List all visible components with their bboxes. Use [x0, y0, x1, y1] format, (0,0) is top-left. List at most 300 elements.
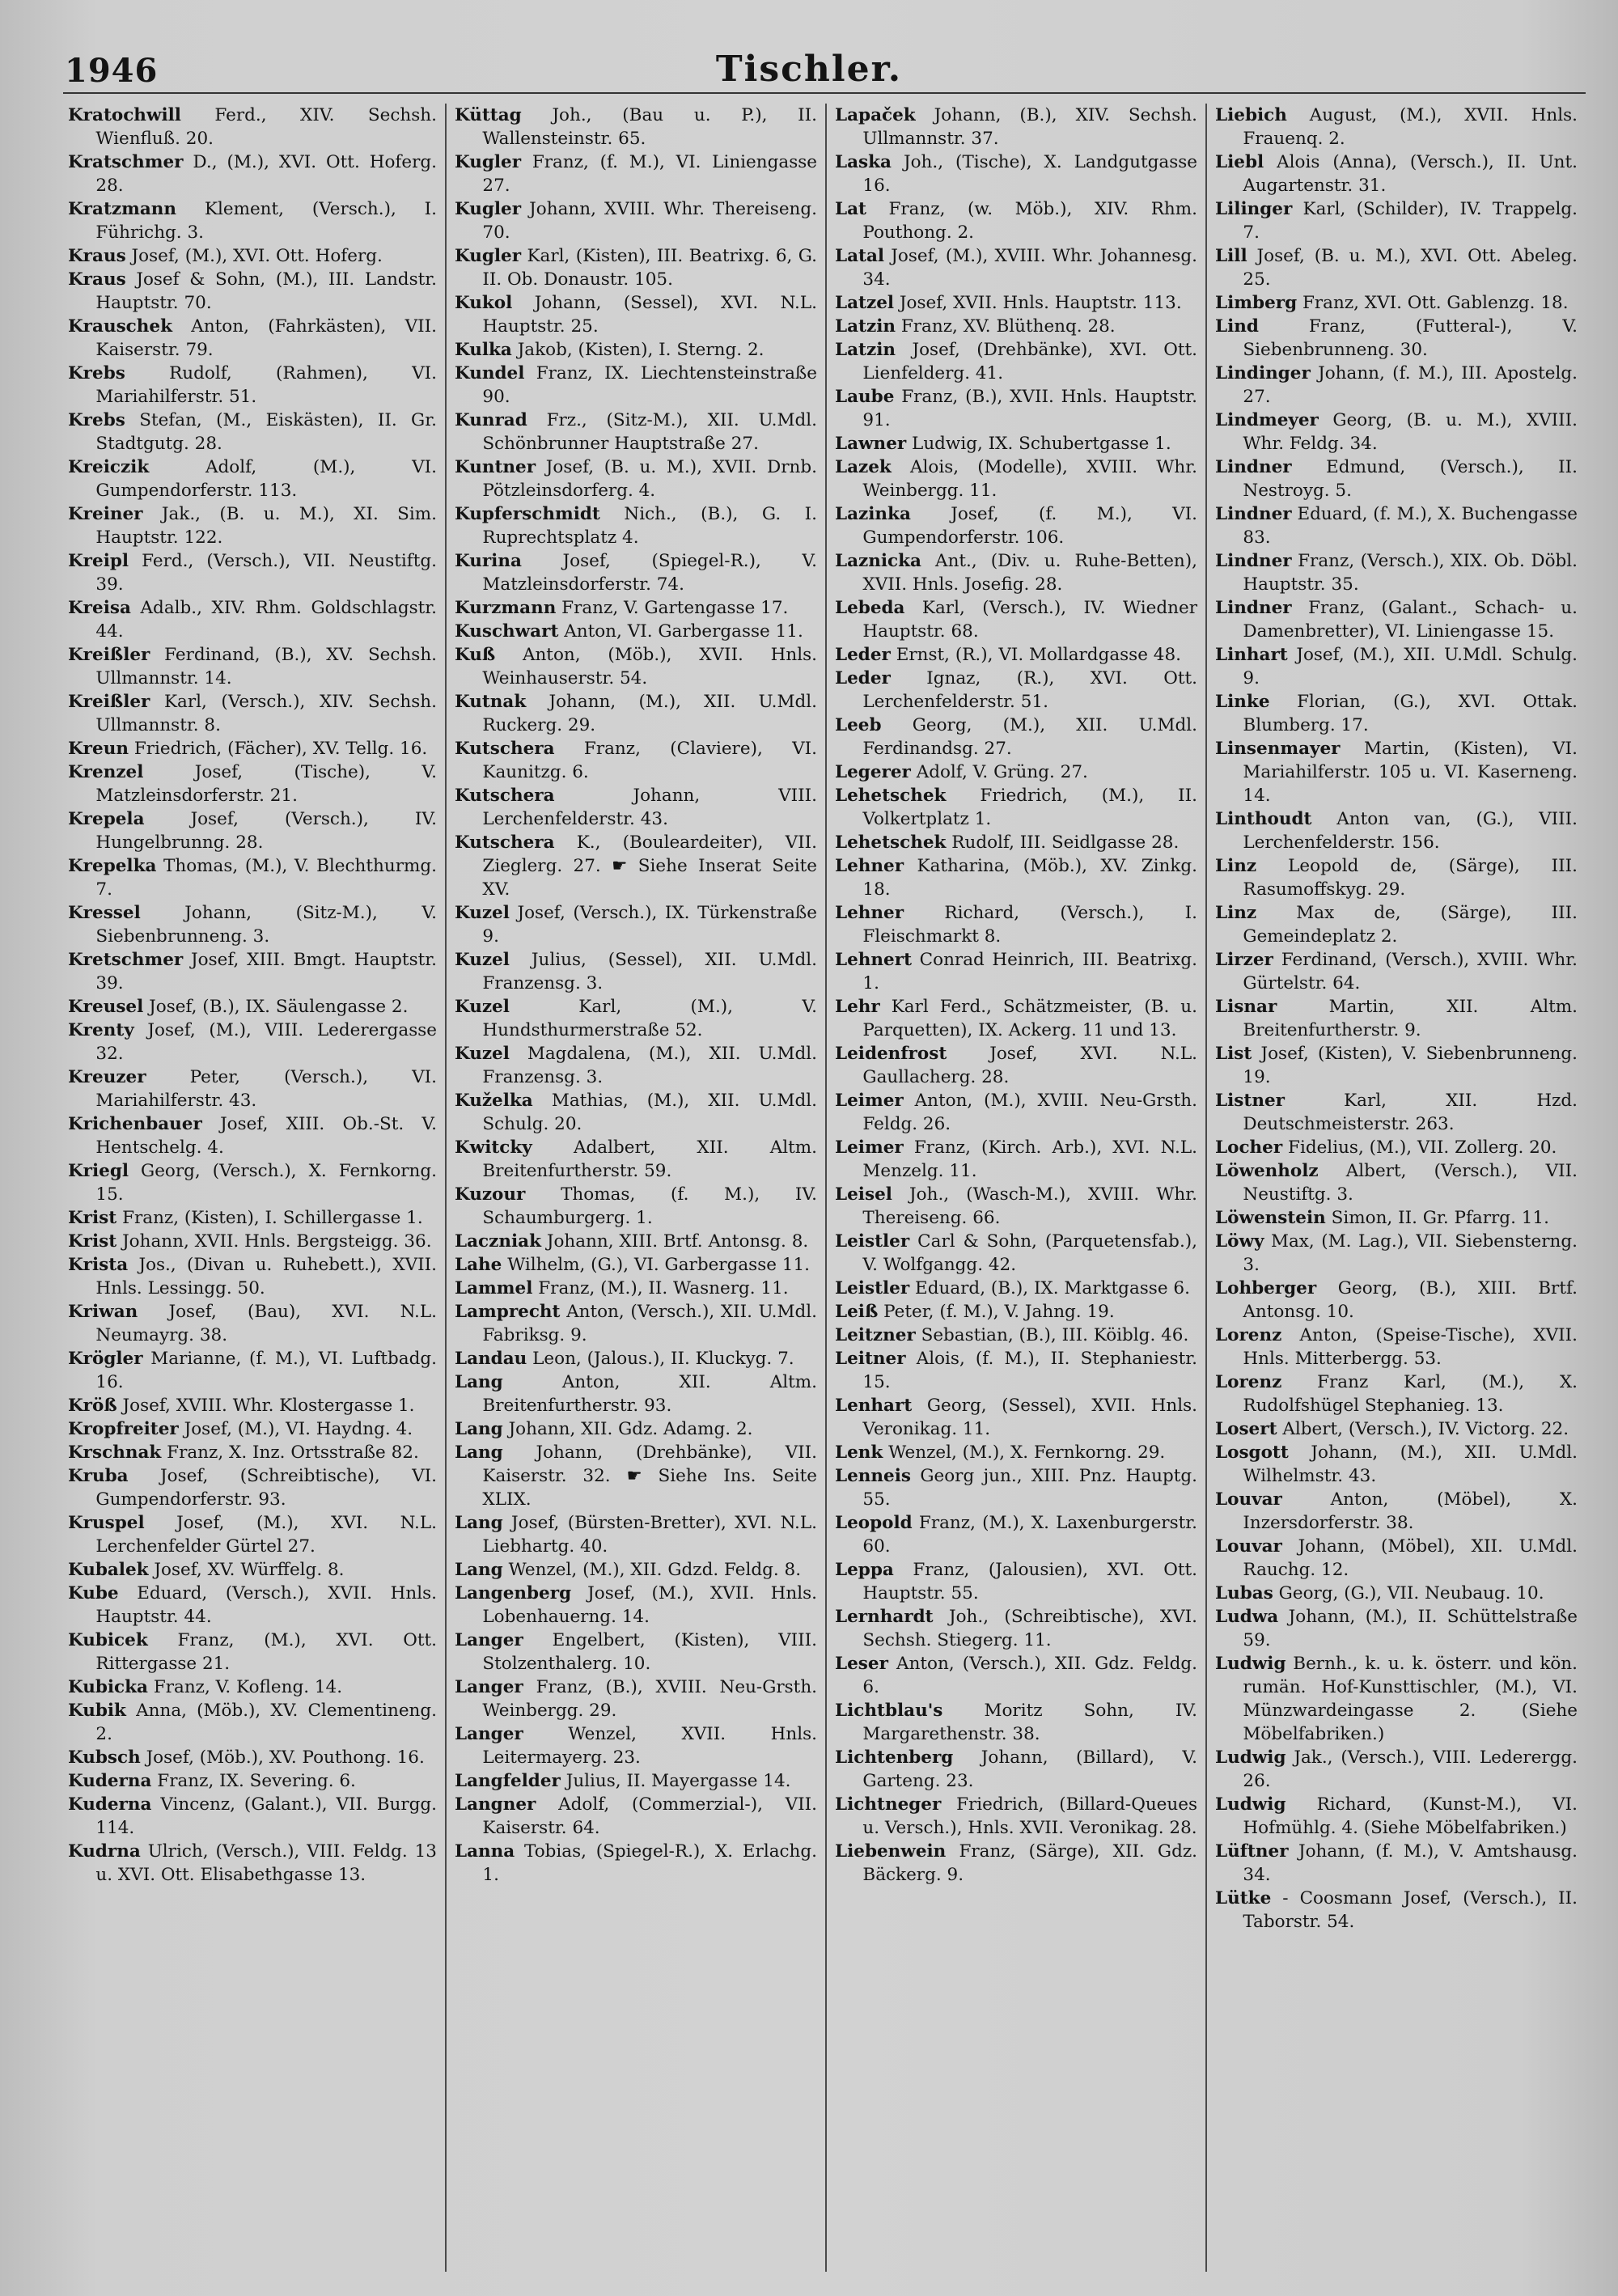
entry-name: Louvar [1215, 1536, 1282, 1557]
column-3 [825, 104, 1205, 2272]
entry-name: Lindner [1215, 551, 1292, 571]
entry-name: Kreipl [68, 551, 129, 571]
entry-name: Krauschek [68, 316, 172, 337]
entry-name: Kube [68, 1583, 119, 1603]
entry-details: Jak., (Versch.), VIII. Lederergg. 26. [1243, 1747, 1578, 1791]
column-1 [65, 104, 445, 2272]
entry-name: Löwy [1215, 1231, 1264, 1252]
entry-name: Lazek [835, 457, 892, 477]
directory-entry [68, 1347, 437, 1394]
entry-name: Lang [455, 1419, 503, 1439]
entry-name: Lenk [835, 1442, 883, 1463]
directory-entry [1215, 596, 1578, 643]
entry-details: Rudolf, (Rahmen), VI. Mariahilferstr. 51. [95, 363, 437, 407]
directory-entry [1215, 807, 1578, 854]
entry-name: Kreißler [68, 645, 150, 665]
directory-entry [835, 1394, 1197, 1441]
entry-details: Fidelius, (M.), VII. Zollerg. 20. [1288, 1137, 1557, 1158]
directory-entry [1215, 948, 1578, 995]
entry-details: Josef, (B.), IX. Säulengasse 2. [149, 997, 409, 1017]
entry-name: List [1215, 1044, 1252, 1064]
entry-name: Kwitcky [455, 1137, 532, 1158]
entry-details: Frz., (Sitz-M.), XII. U.Mdl. Schönbrunner Hauptstraße 27. [482, 410, 817, 454]
directory-entry [68, 1840, 437, 1887]
directory-entry [455, 1441, 817, 1511]
entry-name: Langfelder [455, 1771, 561, 1791]
entry-details: Alois (Anna), (Versch.), II. Unt. Augartenstr. 31. [1243, 152, 1578, 196]
directory-entry [835, 1699, 1197, 1746]
directory-entry [1215, 1159, 1578, 1206]
entry-details: Adalb., XIV. Rhm. Goldschlagstr. 44. [95, 598, 437, 642]
entry-name: Legerer [835, 762, 911, 782]
columns-container [65, 104, 1586, 2272]
directory-entry [455, 1558, 817, 1582]
entry-name: Limberg [1215, 293, 1298, 313]
entry-details: Moritz Sohn, IV. Margarethenstr. 38. [862, 1701, 1197, 1744]
directory-entry [1215, 104, 1578, 150]
entry-details: Josef, XIII. Bmgt. Hauptstr. 39. [95, 950, 437, 993]
entry-details: Josef, XVII. Hnls. Hauptstr. 113. [899, 293, 1182, 313]
entry-name: Liebenwein [835, 1841, 947, 1862]
directory-entry [68, 1300, 437, 1347]
entry-name: Leisel [835, 1184, 892, 1205]
directory-entry [835, 1324, 1197, 1347]
entry-name: Langer [455, 1630, 523, 1650]
entry-details: Georg, (B. u. M.), XVIII. Whr. Feldg. 34. [1243, 410, 1578, 454]
entry-name: Kuzel [455, 950, 510, 970]
entry-details: Mathias, (M.), XII. U.Mdl. Schulg. 20. [482, 1091, 818, 1134]
entry-details: Alois, (f. M.), II. Stephaniestr. 15. [862, 1349, 1197, 1392]
entry-details: Peter, (Versch.), VI. Mariahilferstr. 43. [95, 1067, 438, 1111]
entry-name: Kunrad [455, 410, 527, 430]
entry-details: Anton, (M.), XVIII. Neu-Grsth. Feldg. 26. [862, 1091, 1197, 1134]
page-number: 1946 [65, 52, 159, 90]
entry-name: Lang [455, 1560, 503, 1580]
entry-name: Liebl [1215, 152, 1264, 172]
entry-name: Kuschwart [455, 621, 559, 642]
entry-details: Franz, (Futteral-), V. Siebenbrunneng. 30. [1243, 316, 1578, 360]
directory-entry [68, 362, 437, 409]
entry-name: Ludwig [1215, 1794, 1286, 1815]
directory-entry [835, 197, 1197, 244]
entry-name: Langer [455, 1724, 523, 1744]
entry-details: K., (Bouleardeiter), VII. Zieglerg. 27. ☛ Siehe Inserat Seite XV. [482, 832, 817, 900]
entry-details: Thomas, (f. M.), IV. Schaumburgerg. 1. [482, 1184, 817, 1228]
directory-entry [455, 409, 817, 455]
entry-details: Ferd., (Versch.), VII. Neustiftg. 39. [95, 551, 437, 595]
entry-details: Franz Karl, (M.), X. Rudolfshügel Stephanieg. 13. [1243, 1372, 1578, 1416]
entry-name: Kulka [455, 340, 512, 360]
entry-details: Ludwig, IX. Schubertgasse 1. [912, 434, 1171, 454]
directory-entry [1215, 455, 1578, 502]
entry-details: Rudolf, III. Seidlgasse 28. [951, 832, 1180, 853]
entry-name: Lanna [455, 1841, 515, 1862]
entry-name: Linthoudt [1215, 809, 1312, 829]
entry-name: Lohberger [1215, 1278, 1317, 1298]
directory-entry [455, 1417, 817, 1441]
directory-entry [835, 1277, 1197, 1300]
entry-details: Simon, II. Gr. Pfarrg. 11. [1331, 1208, 1549, 1228]
entry-name: Kuderna [68, 1794, 152, 1815]
directory-entry [835, 854, 1197, 901]
entry-details: Joh., (Bau u. P.), II. Wallensteinstr. 65. [482, 105, 817, 149]
entry-details: Franz, (Versch.), XIX. Ob. Döbl. Hauptstr. 35. [1243, 551, 1578, 595]
directory-entry [68, 197, 437, 244]
entry-name: Kraus [68, 246, 126, 266]
entry-name: Linz [1215, 903, 1257, 923]
entry-details: Martin, XII. Altm. Breitenfurtherstr. 9. [1243, 997, 1578, 1040]
entry-name: Kretschmer [68, 950, 184, 970]
entry-name: Langer [455, 1677, 523, 1697]
directory-entry [68, 948, 437, 995]
directory-entry [1215, 409, 1578, 455]
directory-entry [835, 432, 1197, 455]
directory-entry [68, 244, 437, 268]
entry-details: Josef, (Kisten), V. Siebenbrunneng. 19. [1243, 1044, 1578, 1087]
directory-entry [1215, 1840, 1578, 1887]
directory-entry [68, 1441, 437, 1464]
entry-details: Franz, X. Inz. Ortsstraße 82. [167, 1442, 419, 1463]
directory-entry [835, 502, 1197, 549]
directory-entry [835, 1793, 1197, 1840]
directory-entry [455, 831, 817, 901]
entry-details: Ulrich, (Versch.), VIII. Feldg. 13 u. XVI. Ott. Elisabethgasse 13. [95, 1841, 437, 1885]
entry-name: Lernhardt [835, 1607, 934, 1627]
directory-entry [1215, 1793, 1578, 1840]
directory-entry [835, 1441, 1197, 1464]
directory-entry [455, 549, 817, 596]
entry-details: Eduard, (B.), IX. Marktgasse 6. [915, 1278, 1190, 1298]
entry-details: Josef, (Tische), V. Matzleinsdorferstr. 21. [95, 762, 437, 806]
entry-details: Josef, (f. M.), VI. Gumpendorferstr. 106. [862, 504, 1197, 548]
entry-details: Anton van, (G.), VIII. Lerchenfelderstr. 156. [1243, 809, 1578, 853]
directory-entry [455, 244, 817, 291]
entry-details: Franz, (B.), XVIII. Neu-Grsth. Weinbergg. 29. [482, 1677, 817, 1721]
entry-name: Löwenstein [1215, 1208, 1326, 1228]
entry-details: Martin, (Kisten), VI. Mariahilferstr. 105 u. VI. Kaserneng. 14. [1243, 739, 1578, 806]
directory-entry [68, 1019, 437, 1065]
entry-name: Latzel [835, 293, 895, 313]
directory-entry [1215, 197, 1578, 244]
directory-entry [1215, 502, 1578, 549]
entry-details: Franz, (Galant., Schach- u. Damenbretter), VI. Liniengasse 15. [1243, 598, 1578, 642]
directory-entry [1215, 244, 1578, 291]
directory-entry [835, 1511, 1197, 1558]
entry-details: Johann, VIII. Lerchenfelderstr. 43. [482, 786, 817, 829]
entry-name: Kröß [68, 1396, 117, 1416]
entry-name: Lehetschek [835, 786, 947, 806]
directory-entry [1215, 1535, 1578, 1582]
entry-name: Lahe [455, 1255, 502, 1275]
column-2 [445, 104, 825, 2272]
directory-entry [68, 1464, 437, 1511]
entry-name: Kubik [68, 1701, 126, 1721]
directory-entry [68, 1511, 437, 1558]
directory-entry [455, 1769, 817, 1793]
entry-name: Lehetschek [835, 832, 947, 853]
entry-name: Krschnak [68, 1442, 162, 1463]
entry-name: Lamprecht [455, 1302, 561, 1322]
entry-details: Richard, (Kunst-M.), VI. Hofmühlg. 4. (Siehe Möbelfabriken.) [1243, 1794, 1578, 1838]
entry-details: Stefan, (M., Eiskästen), II. Gr. Stadtgutg. 28. [95, 410, 437, 454]
entry-name: Leistler [835, 1278, 910, 1298]
directory-entry [455, 643, 817, 690]
entry-details: Karl, (M.), V. Hundsthurmerstraße 52. [482, 997, 817, 1040]
entry-details: Ferdinand, (B.), XV. Sechsh. Ullmannstr. 14. [95, 645, 437, 688]
directory-entry [68, 1417, 437, 1441]
entry-details: Jakob, (Kisten), I. Sterng. 2. [517, 340, 765, 360]
directory-entry [68, 1746, 437, 1769]
entry-name: Lazinka [835, 504, 911, 524]
entry-details: Klement, (Versch.), I. Führichg. 3. [95, 199, 437, 243]
directory-entry [835, 831, 1197, 854]
entry-name: Lat [835, 199, 866, 219]
directory-entry [1215, 1230, 1578, 1277]
entry-name: Leidenfrost [835, 1044, 947, 1064]
entry-name: Krist [68, 1231, 117, 1252]
directory-entry [455, 104, 817, 150]
directory-entry [1215, 1042, 1578, 1089]
entry-name: Kuzel [455, 1044, 510, 1064]
directory-entry [455, 1840, 817, 1887]
entry-name: Kruba [68, 1466, 129, 1486]
directory-entry [1215, 854, 1578, 901]
entry-details: Georg, (M.), XII. U.Mdl. Ferdinandsg. 27. [862, 715, 1197, 759]
entry-details: Richard, (Versch.), I. Fleischmarkt 8. [862, 903, 1197, 947]
entry-details: Josef & Sohn, (M.), III. Landstr. Hauptstr. 70. [95, 269, 437, 313]
entry-name: Kratochwill [68, 105, 181, 125]
entry-name: Lichtneger [835, 1794, 942, 1815]
entry-name: Krichenbauer [68, 1114, 202, 1134]
directory-entry [68, 1629, 437, 1675]
entry-name: Leder [835, 645, 891, 665]
entry-name: Kropfreiter [68, 1419, 179, 1439]
directory-entry [1215, 1136, 1578, 1159]
column-4 [1205, 104, 1586, 2272]
directory-entry [68, 1394, 437, 1417]
directory-entry [455, 455, 817, 502]
entry-details: Florian, (G.), XVI. Ottak. Blumberg. 17. [1243, 692, 1578, 735]
entry-details: Adolf, (M.), VI. Gumpendorferstr. 113. [95, 457, 437, 501]
directory-entry [835, 385, 1197, 432]
entry-details: Johann, (B.), XIV. Sechsh. Ullmannstr. 37. [862, 105, 1197, 149]
entry-name: Krist [68, 1208, 117, 1228]
entry-name: Lichtblau's [835, 1701, 943, 1721]
entry-details: Johann, (Billard), V. Garteng. 23. [862, 1747, 1197, 1791]
directory-entry [68, 690, 437, 737]
directory-entry [835, 784, 1197, 831]
directory-entry [455, 596, 817, 620]
entry-name: Leiß [835, 1302, 879, 1322]
directory-entry [1215, 1417, 1578, 1441]
directory-entry [68, 1112, 437, 1159]
entry-details: Josef, (Schreibtische), VI. Gumpendorferstr. 93. [95, 1466, 437, 1510]
directory-entry [455, 995, 817, 1042]
entry-name: Leitzner [835, 1325, 916, 1345]
directory-entry [68, 268, 437, 315]
directory-entry [835, 667, 1197, 714]
header-rule [63, 92, 1586, 94]
entry-details: Friedrich, (Fächer), XV. Tellg. 16. [133, 739, 428, 759]
entry-name: Lütke [1215, 1888, 1272, 1908]
entry-name: Kratschmer [68, 152, 184, 172]
directory-entry [68, 455, 437, 502]
entry-name: Lorenz [1215, 1372, 1282, 1392]
entry-name: Kreun [68, 739, 129, 759]
entry-details: Josef, (Bürsten-Bretter), XVI. N.L. Liebhartg. 40. [482, 1513, 818, 1557]
entry-name: Locher [1215, 1137, 1283, 1158]
entry-details: Anton, (Speise-Tische), XVII. Hnls. Mitterbergg. 53. [1243, 1325, 1578, 1369]
entry-details: D., (M.), XVI. Ott. Hoferg. 28. [95, 152, 437, 196]
entry-details: Johann, XIII. Brtf. Antonsg. 8. [546, 1231, 809, 1252]
directory-entry [455, 620, 817, 643]
entry-details: Ignaz, (R.), XVI. Ott. Lerchenfelderstr. 51. [862, 668, 1197, 712]
entry-details: Franz, V. Kofleng. 14. [153, 1677, 343, 1697]
entry-details: Jos., (Divan u. Ruhebett.), XVII. Hnls. Lessingg. 50. [95, 1255, 437, 1298]
entry-details: Leon, (Jalous.), II. Kluckyg. 7. [532, 1349, 794, 1369]
entry-details: Franz, (M.), II. Wasnerg. 11. [538, 1278, 789, 1298]
entry-name: Krepelka [68, 856, 157, 876]
entry-name: Kratzmann [68, 199, 177, 219]
entry-name: Lisnar [1215, 997, 1277, 1017]
directory-entry [68, 1230, 437, 1253]
directory-entry [835, 1558, 1197, 1605]
entry-details: Josef, (B. u. M.), XVII. Drnb. Pötzleinsdorferg. 4. [482, 457, 817, 501]
entry-name: Lubas [1215, 1583, 1273, 1603]
directory-entry [455, 1277, 817, 1300]
directory-entry [1215, 1277, 1578, 1324]
entry-details: Georg jun., XIII. Pnz. Hauptg. 55. [862, 1466, 1197, 1510]
entry-name: Lilinger [1215, 199, 1293, 219]
entry-details: Julius, (Sessel), XII. U.Mdl. Franzensg. 3. [482, 950, 817, 993]
entry-name: Kugler [455, 152, 522, 172]
directory-entry [455, 1253, 817, 1277]
entry-details: Wenzel, (M.), X. Fernkorng. 29. [888, 1442, 1166, 1463]
entry-details: Karl, (Versch.), XIV. Sechsh. Ullmannstr. 8. [95, 692, 437, 735]
directory-entry [1215, 901, 1578, 948]
entry-details: Georg, (G.), VII. Neubaug. 10. [1278, 1583, 1544, 1603]
entry-details: Johann, (Möbel), XII. U.Mdl. Rauchg. 12. [1243, 1536, 1578, 1580]
directory-entry [835, 760, 1197, 784]
entry-name: Langenberg [455, 1583, 572, 1603]
entry-name: Kreisa [68, 598, 131, 618]
directory-entry [1215, 291, 1578, 315]
entry-details: - Coosmann Josef, (Versch.), II. Taborstr. 54. [1243, 1888, 1578, 1932]
entry-details: Franz, (M.), XVI. Ott. Rittergasse 21. [95, 1630, 437, 1674]
entry-name: Kutnak [455, 692, 527, 712]
entry-details: Franz, (M.), X. Laxenburgerstr. 60. [862, 1513, 1197, 1557]
entry-name: Leimer [835, 1091, 904, 1111]
directory-entry [1215, 1324, 1578, 1370]
entry-name: Lichtenberg [835, 1747, 954, 1768]
entry-name: Lammel [455, 1278, 533, 1298]
directory-entry [835, 1347, 1197, 1394]
directory-entry [1215, 1488, 1578, 1535]
directory-entry [1215, 1887, 1578, 1934]
directory-entry [68, 1582, 437, 1629]
entry-name: Kuzour [455, 1184, 526, 1205]
entry-details: Joh., (Schreibtische), XVI. Sechsh. Stiegerg. 11. [862, 1607, 1197, 1650]
directory-entry [455, 150, 817, 197]
directory-entry [835, 1183, 1197, 1230]
directory-entry [455, 737, 817, 784]
directory-entry [1215, 643, 1578, 690]
entry-details: Georg, (Versch.), X. Fernkorng. 15. [95, 1161, 437, 1205]
directory-entry [68, 409, 437, 455]
entry-name: Krebs [68, 410, 125, 430]
entry-details: Franz, (Jalousien), XVI. Ott. Hauptstr. 55. [862, 1560, 1197, 1603]
entry-name: Leppa [835, 1560, 894, 1580]
entry-details: Josef, (Möb.), XV. Pouthong. 16. [146, 1747, 425, 1768]
directory-entry [455, 1230, 817, 1253]
directory-entry [68, 1206, 437, 1230]
directory-entry [835, 150, 1197, 197]
directory-entry [835, 901, 1197, 948]
directory-entry [835, 1042, 1197, 1089]
entry-name: Krista [68, 1255, 129, 1275]
directory-entry [835, 995, 1197, 1042]
directory-entry [455, 1582, 817, 1629]
entry-name: Kugler [455, 199, 522, 219]
entry-name: Lindmeyer [1215, 410, 1319, 430]
directory-entry [1215, 1206, 1578, 1230]
entry-name: Kukol [455, 293, 513, 313]
entry-name: Ludwa [1215, 1607, 1279, 1627]
entry-details: Johann, (Drehbänke), VII. Kaiserstr. 32. ☛ Siehe Ins. Seite XLIX. [482, 1442, 817, 1510]
entry-name: Kudrna [68, 1841, 141, 1862]
entry-details: Franz, (Kirch. Arb.), XVI. N.L. Menzelg. 11. [862, 1137, 1197, 1181]
entry-details: Conrad Heinrich, III. Beatrixg. 1. [862, 950, 1197, 993]
entry-details: Josef, XVIII. Whr. Klostergasse 1. [122, 1396, 415, 1416]
directory-entry [68, 315, 437, 362]
entry-name: Kreusel [68, 997, 144, 1017]
entry-name: Lindinger [1215, 363, 1311, 383]
entry-details: Albert, (Versch.), VII. Neustiftg. 3. [1243, 1161, 1578, 1205]
entry-details: Franz, (w. Möb.), XIV. Rhm. Pouthong. 2. [862, 199, 1197, 243]
entry-details: Josef, (B. u. M.), XVI. Ott. Abeleg. 25. [1243, 246, 1578, 290]
entry-details: Johann, (Sitz-M.), V. Siebenbrunneng. 3. [95, 903, 437, 947]
entry-name: Linke [1215, 692, 1270, 712]
entry-details: Sebastian, (B.), III. Köiblg. 46. [921, 1325, 1189, 1345]
entry-name: Kugler [455, 246, 522, 266]
directory-entry [835, 1464, 1197, 1511]
entry-details: Ant., (Div. u. Ruhe-Betten), XVII. Hnls. Josefig. 28. [862, 551, 1197, 595]
page-header-title: Tischler. [715, 49, 903, 90]
entry-name: Kupferschmidt [455, 504, 600, 524]
entry-details: Wenzel, (M.), XII. Gdzd. Feldg. 8. [508, 1560, 802, 1580]
entry-name: Lindner [1215, 598, 1292, 618]
entry-details: Johann, (M.), XII. U.Mdl. Ruckerg. 29. [482, 692, 817, 735]
directory-entry [835, 1230, 1197, 1277]
directory-entry [1215, 150, 1578, 197]
entry-details: Max de, (Särge), III. Gemeindeplatz 2. [1243, 903, 1578, 947]
entry-name: Kraus [68, 269, 126, 290]
entry-details: August, (M.), XVII. Hnls. Frauenq. 2. [1243, 105, 1578, 149]
directory-entry [1215, 1089, 1578, 1136]
entry-name: Latzin [835, 316, 896, 337]
directory-entry [1215, 362, 1578, 409]
entry-name: Kutschera [455, 786, 555, 806]
directory-entry [68, 1793, 437, 1840]
entry-details: Adolf, (Commerzial-), VII. Kaiserstr. 64. [482, 1794, 818, 1838]
directory-entry [455, 1722, 817, 1769]
directory-entry [455, 1347, 817, 1370]
entry-name: Leistler [835, 1231, 910, 1252]
entry-name: Laczniak [455, 1231, 541, 1252]
entry-details: Josef, (M.), XVII. Hnls. Lobenhauerng. 14. [482, 1583, 817, 1627]
entry-name: Kubicka [68, 1677, 148, 1697]
entry-details: Josef, (Spiegel-R.), V. Matzleinsdorferstr. 74. [482, 551, 818, 595]
